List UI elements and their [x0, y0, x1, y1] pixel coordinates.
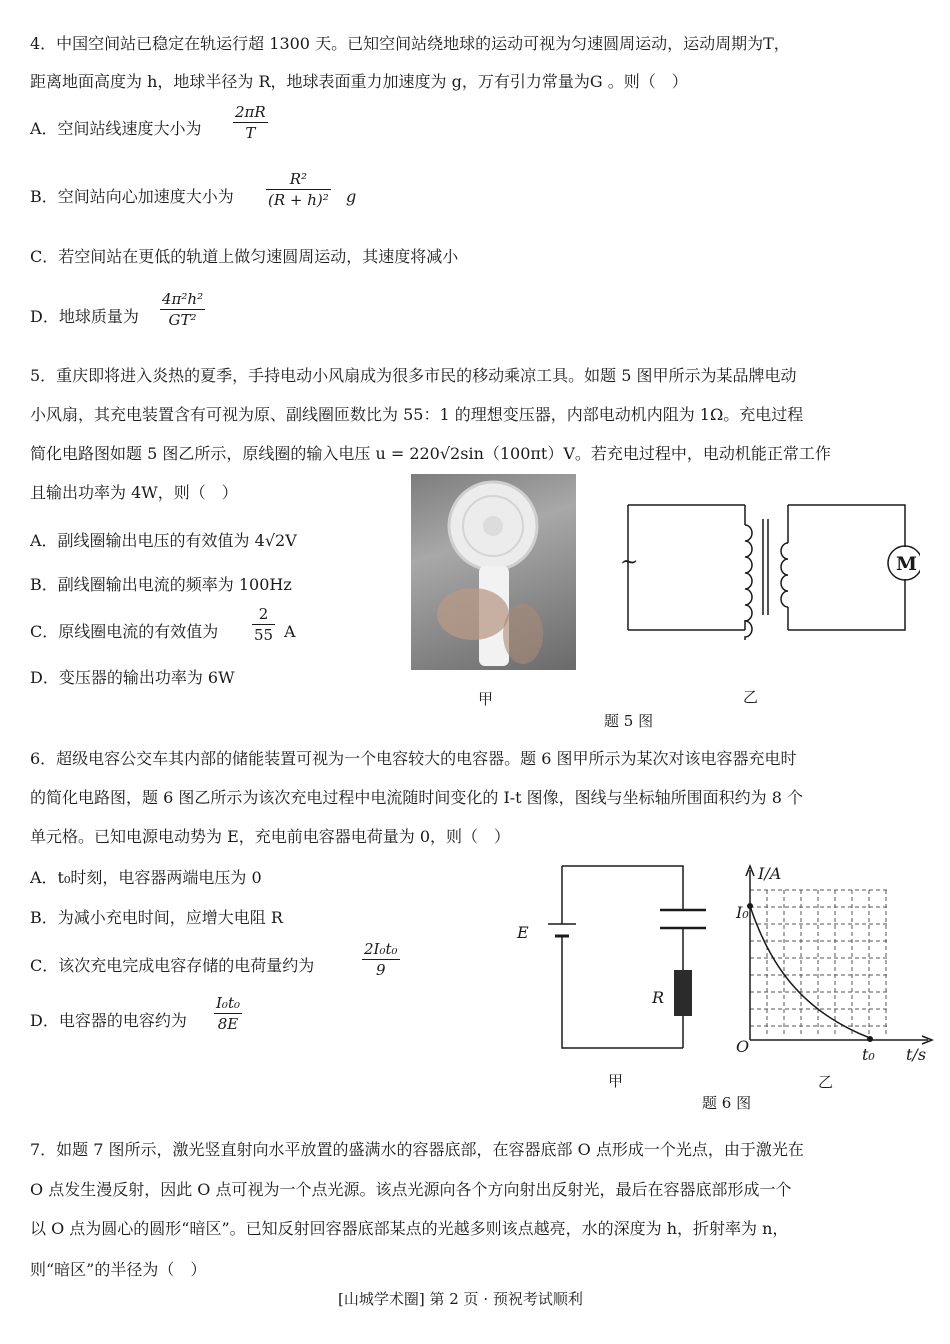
- q4-line2: 距离地面高度为 h，地球半径为 R，地球表面重力加速度为 g，万有引力常量为G 。则（ ）: [30, 72, 688, 91]
- fraction-denominator: GT²: [168, 311, 197, 329]
- page-footer: [山城学术圈] 第 2 页 · 预祝考试顺利: [338, 1290, 583, 1308]
- x-axis-label: t/s: [906, 1045, 927, 1064]
- q6-line2: 的简化电路图，题 6 图乙所示为该次充电过程中电流随时间变化的 I-t 图像，图线与坐标轴所围面积约为 8 个: [30, 788, 804, 807]
- fraction-denominator: (R + h)²: [268, 191, 329, 209]
- q6-figure-label-left: 甲: [608, 1072, 624, 1090]
- q4-option-d-fraction: [160, 290, 205, 329]
- q5-option-c-fraction: [252, 605, 275, 644]
- fraction-numerator: 2πR: [235, 103, 266, 121]
- q5-option-c: C．原线圈电流的有效值为: [30, 622, 219, 641]
- q4-option-a: A．空间站线速度大小为: [30, 119, 202, 138]
- q6-line1: 6．超级电容公交车其内部的储能装置可视为一个电容较大的电容器。题 6 图甲所示为某次对该电容器充电时: [30, 749, 797, 768]
- fraction-numerator: 2I₀t₀: [364, 940, 398, 958]
- q4-option-d: D．地球质量为: [30, 307, 139, 326]
- fraction-numerator: R²: [289, 170, 308, 188]
- q6-option-b: B．为减小充电时间，应增大电阻 R: [30, 908, 283, 927]
- q7-line4: 则“暗区”的半径为（ ）: [30, 1260, 207, 1279]
- q6-option-c-fraction: [362, 940, 400, 979]
- q5-line1: 5．重庆即将进入炎热的夏季，手持电动小风扇成为很多市民的移动乘凉工具。如题 5 图甲所示为某品牌电动: [30, 366, 797, 385]
- q6-option-d-fraction: [214, 994, 242, 1033]
- emf-label: E: [517, 923, 529, 942]
- q4-option-a-fraction: [233, 103, 268, 142]
- q5-line4: 且输出功率为 4W，则（ ）: [30, 483, 238, 502]
- q4-option-b-fraction: [266, 170, 331, 209]
- current-time-graph: [738, 860, 938, 1060]
- q5-option-c-tail: A: [284, 622, 296, 641]
- fraction-numerator: 2: [258, 605, 269, 623]
- q6-option-a: A．t₀时刻，电容器两端电压为 0: [30, 868, 262, 887]
- q5-option-b: B．副线圈输出电流的频率为 100Hz: [30, 575, 292, 594]
- q5-option-d: D．变压器的输出功率为 6W: [30, 668, 235, 687]
- origin-label: O: [736, 1037, 750, 1056]
- q5-figure-caption: 题 5 图: [604, 712, 654, 730]
- q6-line3: 单元格。已知电源电动势为 E，充电前电容器电荷量为 0，则（ ）: [30, 827, 511, 846]
- fan-photo: [411, 474, 576, 670]
- transformer-circuit-diagram: [600, 495, 920, 640]
- q6-figure-label-right: 乙: [818, 1073, 834, 1091]
- q4-line1: 4．中国空间站已稳定在轨运行超 1300 天。已知空间站绕地球的运动可视为匀速圆周运动，运动周期为T，: [30, 34, 790, 53]
- rc-circuit-diagram: [540, 858, 720, 1058]
- q4-option-b: B．空间站向心加速度大小为: [30, 187, 234, 206]
- i0-label: I₀: [736, 903, 749, 922]
- q5-line3: 简化电路图如题 5 图乙所示，原线圈的输入电压 u = 220√2sin（100πt）V。若充电过程中，电动机能正常工作: [30, 444, 831, 463]
- q5-figure-label-left: 甲: [478, 690, 494, 708]
- q5-option-a: A．副线圈输出电压的有效值为 4√2V: [30, 531, 297, 550]
- fraction-denominator: 55: [254, 626, 274, 644]
- resistor-label: R: [652, 988, 665, 1007]
- q7-line3: 以 O 点为圆心的圆形“暗区”。已知反射回容器底部某点的光越多则该点越亮，水的深度为 h，折射率为 n，: [30, 1219, 789, 1238]
- graph-grid: [750, 890, 890, 1036]
- fraction-denominator: 8E: [217, 1015, 239, 1033]
- q6-figure-caption: 题 6 图: [702, 1094, 752, 1112]
- fraction-numerator: I₀t₀: [216, 994, 240, 1012]
- q6-option-d: D．电容器的电容约为: [30, 1011, 187, 1030]
- motor-symbol: M: [896, 553, 918, 575]
- t0-label: t₀: [862, 1045, 875, 1064]
- fraction-denominator: T: [245, 124, 256, 142]
- y-axis-label: I/A: [758, 864, 782, 883]
- q4-option-b-tail: g: [346, 187, 357, 206]
- fraction-denominator: 9: [375, 961, 386, 979]
- q5-line2: 小风扇，其充电装置含有可视为原、副线圈匝数比为 55：1 的理想变压器，内部电动机内阻为 1Ω。充电过程: [30, 405, 804, 424]
- q6-option-c: C．该次充电完成电容存储的电荷量约为: [30, 956, 315, 975]
- q4-option-c: C．若空间站在更低的轨道上做匀速圆周运动，其速度将减小: [30, 247, 459, 266]
- q7-line1: 7．如题 7 图所示，激光竖直射向水平放置的盛满水的容器底部，在容器底部 O 点形成一个光点，由于激光在: [30, 1140, 804, 1159]
- handheld-fan-image: [411, 474, 576, 670]
- q5-figure-label-right: 乙: [743, 688, 759, 706]
- ac-source-symbol: ~: [620, 550, 639, 575]
- fraction-numerator: 4π²h²: [162, 290, 204, 308]
- q7-line2: O 点发生漫反射，因此 O 点可视为一个点光源。该点光源向各个方向射出反射光，最后在容器底部形成一个: [30, 1180, 792, 1199]
